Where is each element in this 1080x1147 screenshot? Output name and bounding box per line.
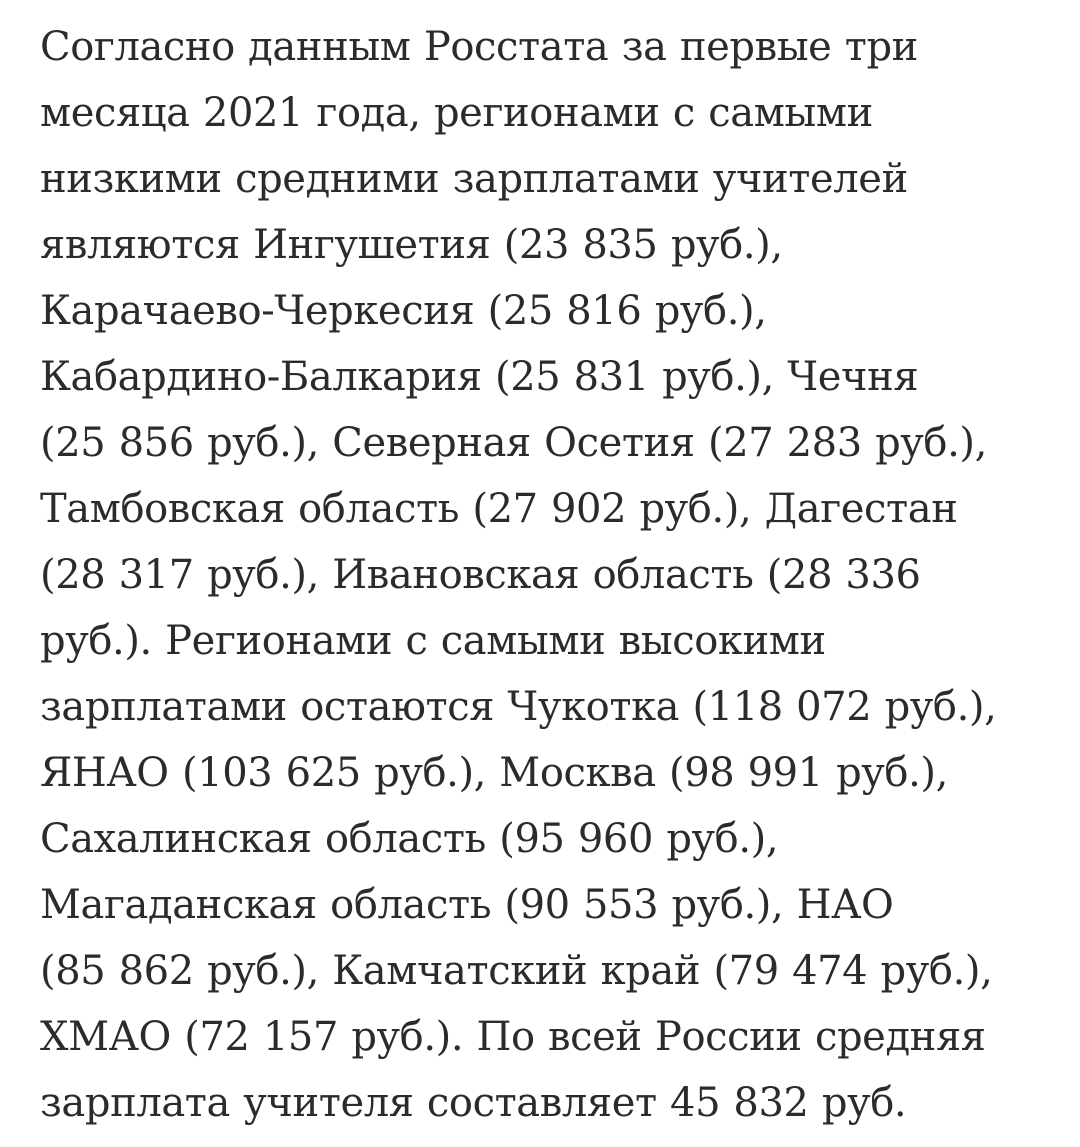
text-line: Карачаево-Черкесия (25 816 руб.), — [40, 288, 767, 334]
text-line: (85 862 руб.), Камчатский край (79 474 руб.), — [40, 948, 993, 994]
text-line: зарплатами остаются Чукотка (118 072 руб.), — [40, 684, 997, 730]
text-line: зарплата учителя составляет 45 832 руб. — [40, 1080, 907, 1126]
text-line: Согласно данным Росстата за первые три — [40, 24, 918, 70]
text-line: Тамбовская область (27 902 руб.), Дагестан — [40, 486, 958, 532]
text-line: ЯНАО (103 625 руб.), Москва (98 991 руб.), — [40, 750, 948, 796]
text-line: низкими средними зарплатами учителей — [40, 156, 908, 202]
text-line: ХМАО (72 157 руб.). По всей России средняя — [40, 1014, 986, 1060]
article-paragraph — [40, 14, 1050, 1136]
text-line: (25 856 руб.), Северная Осетия (27 283 руб.), — [40, 420, 987, 466]
text-line: Кабардино-Балкария (25 831 руб.), Чечня — [40, 354, 919, 400]
text-line: Магаданская область (90 553 руб.), НАО — [40, 882, 894, 928]
text-line: являются Ингушетия (23 835 руб.), — [40, 222, 783, 268]
text-line: руб.). Регионами с самыми высокими — [40, 618, 826, 664]
text-line: Сахалинская область (95 960 руб.), — [40, 816, 779, 862]
text-line: (28 317 руб.), Ивановская область (28 336 — [40, 552, 921, 598]
text-line: месяца 2021 года, регионами с самыми — [40, 90, 873, 136]
